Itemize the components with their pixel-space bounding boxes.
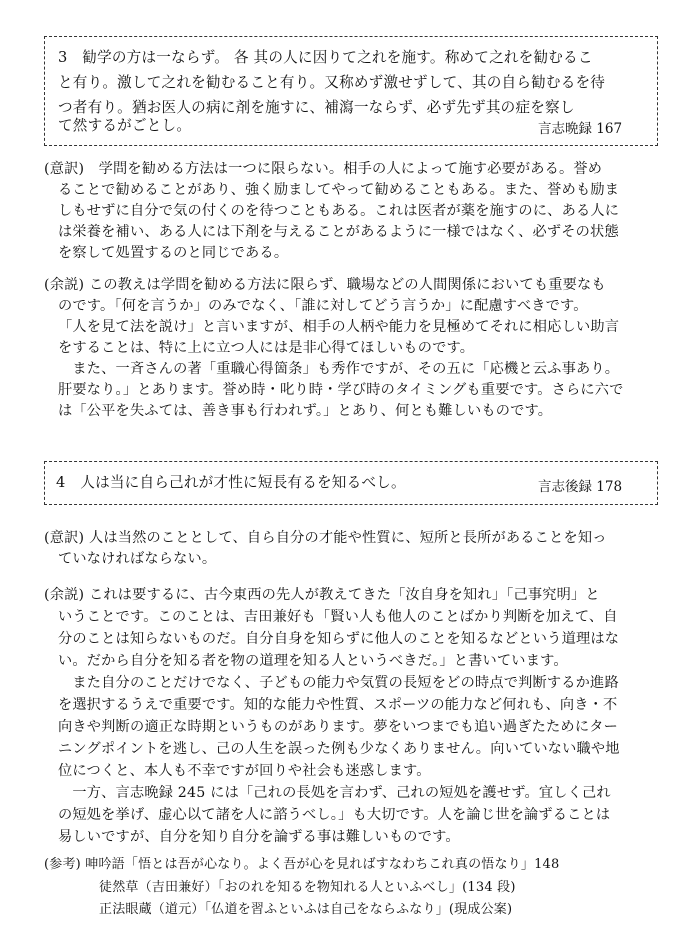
section4-commentary-line: の短処を挙げ、虚心以て諸を人に諮うべし。」も大切です。人を論じ世を論ずることは (58, 807, 611, 823)
section3-quote-line-4: て然するがごとし。 (58, 117, 192, 134)
section3-translation-line: を察して処置するのと同じである。 (58, 245, 289, 261)
section3-translation-line: は栄養を補い、ある人には下剤を与えることがあるように一様ではなく、必ずその状態 (58, 224, 619, 240)
section4-commentary-line: ニングポイントを逃し、己の人生を誤った例も少なくありません。向いていない職や地 (58, 741, 620, 757)
section4-commentary-line: いうことです。このことは、吉田兼好も「賢い人も他人のことばかり判断を加えて、自 (58, 609, 618, 625)
section4-reference-line: 徒然草（吉田兼好）「おのれを知るを物知れる人といふべし」(134 段) (99, 880, 516, 895)
section3-translation-line: (意訳) 学問を勧める方法は一つに限らない。相手の人によって施す必要がある。誉め (44, 161, 603, 177)
section4-quote-line: 4 人は当に自ら己れが才性に短長有るを知るべし。 (56, 474, 406, 491)
section4-commentary-line: また自分のことだけでなく、子どもの能力や気質の長短をどの時点で判断するか進路 (58, 675, 619, 691)
section4-source: 言志後録 178 (538, 479, 623, 495)
section3-commentary-line: をすることは、特に上に立つ人には是非心得てほしいものです。 (58, 340, 475, 356)
section4-translation-line: ていなければならない。 (58, 551, 217, 567)
section3-quote-line-1: 3 勧学の方は一ならず。 各 其の人に因りて之れを施す。称めて之れを勧むるこ (58, 49, 593, 66)
section4-commentary-line: い。だから自分を知る者を物の道理を知る人というべきだ。」と書いています。 (58, 653, 568, 669)
section4-commentary-line: 分のことは知らないものだ。自分自身を知らずに他人のことを知るなどという道理はな (58, 631, 620, 647)
section4-number: 4 (56, 474, 66, 491)
section3-source: 言志晩録 167 (538, 121, 623, 137)
section4-commentary-line: を選択するうえで重要です。知的な能力や性質、スポーツの能力など何れも、向き・不 (58, 697, 618, 713)
section4-commentary-line: 位につくと、本人も不幸ですが回りや社会も迷惑します。 (58, 763, 431, 779)
section3-commentary-line: また、一斉さんの著「重職心得箇条」も秀作ですが、その五に「応機と云ふ事あり。 (58, 361, 620, 377)
section3-translation-line: しもせずに自分で気の付くのを待つこともある。これは医者が薬を施すのに、ある人に (58, 203, 620, 219)
section4-commentary-line: 一方、言志晩録 245 には「己れの長処を言わず、己れの短処を護せず。宜しく己れ (58, 785, 611, 801)
section4-translation-line: (意訳) 人は当然のこととして、自ら自分の才能や性質に、短所と長所があることを知っ (44, 530, 607, 546)
section3-commentary-line: 「人を見て法を説け」と言いますが、相手の人柄や能力を見極めてそれに相応しい助言 (58, 319, 620, 335)
section4-reference-line: (参考) 呻吟語「悟とは吾が心なり。よく吾が心を見ればすなわちこれ真の悟なり」148 (44, 857, 560, 872)
section3-quote-line-2: と有り。激して之れを勧むること有り。又称めず激せずして、其の自ら勧むるを待 (58, 74, 606, 91)
section3-quote-line-3: つ者有り。猶お医人の病に剤を施すに、補瀉一ならず、必ず先ず其の症を察し (58, 99, 575, 116)
section4-commentary-line: (余説) これは要するに、古今東西の先人が教えてきた「汝自身を知れ」「己事究明」と (44, 587, 600, 603)
section3-commentary-line: (余説) この教えは学問を勧める方法に限らず、職場などの人間関係においても重要なも (44, 277, 606, 293)
section4-commentary-line: 向きや判断の適正な時期というものがあります。夢をいつまでも追い過ぎたためにター (58, 719, 618, 735)
section3-translation-line: ることで勧めることがあり、強く励ましてやって勧めることもある。また、誉めも励ま (58, 182, 620, 198)
section3-number: 3 (58, 49, 68, 66)
section4-reference-line: 正法眼蔵（道元）「仏道を習ふといふは自己をならふなり」(現成公案) (99, 902, 513, 917)
section3-commentary-line: 肝要なり。」とあります。誉め時・叱り時・学び時のタイミングも重要です。さらに六で (58, 382, 624, 398)
section4-commentary-line: 易しいですが、自分を知り自分を論ずる事は難しいものです。 (58, 829, 460, 845)
section3-commentary-line: のです。「何を言うか」のみでなく、「誰に対してどう言うか」に配慮すべきです。 (58, 298, 588, 314)
section3-commentary-line: は「公平を失ふては、善き事も行われず。」とあり、何とも難しいものです。 (58, 403, 553, 419)
